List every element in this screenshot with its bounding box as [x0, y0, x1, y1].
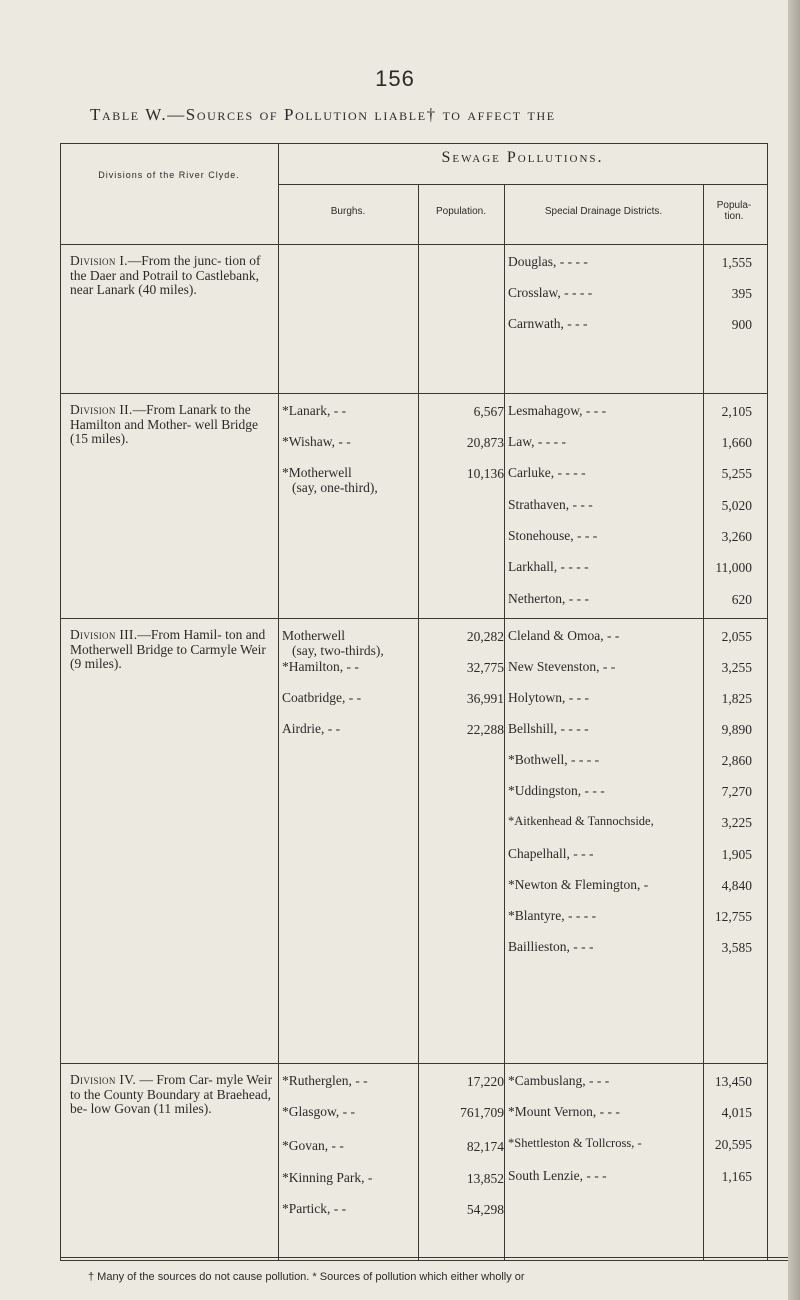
- table-top-rule: [60, 143, 768, 144]
- district-population: 2,105: [721, 404, 752, 419]
- header-special-districts: Special Drainage Districts.: [544, 206, 663, 217]
- burgh-population: 761,709: [460, 1105, 504, 1120]
- burgh-population: 32,775: [466, 660, 504, 675]
- district-name: *Blantyre, - - - -: [508, 908, 597, 923]
- district-name: Stonehouse, - - -: [508, 528, 598, 543]
- burgh-name: *Hamilton, - -: [282, 659, 359, 674]
- burgh-population: 20,282: [466, 629, 504, 644]
- page-edge: [788, 0, 800, 1300]
- district-population: 1,905: [721, 847, 752, 862]
- district-name: Crosslaw, - - - -: [508, 285, 593, 300]
- page-number: 156: [375, 66, 415, 91]
- division-3-description: [70, 628, 275, 672]
- district-name: Bellshill, - - - -: [508, 721, 589, 736]
- division-1-text: —From the junc- tion of the Daer and Potrail to Castlebank, near Lanark (40 miles).: [70, 253, 261, 297]
- district-population: 13,450: [714, 1074, 752, 1089]
- district-name: Netherton, - - -: [508, 591, 589, 606]
- district-population: 1,555: [721, 255, 752, 270]
- district-population: 4,840: [721, 878, 752, 893]
- district-name: *Uddingston, - - -: [508, 783, 605, 798]
- burgh-population: 10,136: [466, 466, 504, 481]
- division-1-rule: [60, 393, 768, 394]
- division-1-description: [70, 254, 275, 298]
- district-population: 1,660: [721, 435, 752, 450]
- header-divisions: Divisions of the River Clyde.: [98, 170, 240, 180]
- burgh-population: 82,174: [466, 1139, 504, 1154]
- district-name: *Mount Vernon, - - -: [508, 1104, 620, 1119]
- burgh-population: 13,852: [466, 1171, 504, 1186]
- burgh-population: 22,288: [466, 722, 504, 737]
- district-population: 12,755: [714, 909, 752, 924]
- header-district-population: Popula- tion.: [716, 200, 752, 222]
- burgh-population: 6,567: [473, 404, 504, 419]
- burgh-population: 36,991: [466, 691, 504, 706]
- burgh-note: (say, two-thirds),: [292, 643, 384, 658]
- district-population: 4,015: [721, 1105, 752, 1120]
- division-3-text: —From Hamil- ton and Motherwell Bridge to Carmyle Weir (9 miles).: [70, 627, 266, 671]
- burgh-name: Coatbridge, - -: [282, 690, 362, 705]
- division-4-label: Division IV.: [70, 1072, 137, 1087]
- district-population: 20,595: [714, 1137, 752, 1152]
- table-caption: Table W.—Sources of Pollution liable† to affect the: [90, 105, 556, 124]
- header-population: Population.: [435, 206, 487, 217]
- district-population: 9,890: [721, 722, 752, 737]
- footnote: † Many of the sources do not cause pollution. * Sources of pollution which either wholly or: [88, 1271, 525, 1283]
- division-2-text: —From Lanark to the Hamilton and Mother- well Bridge (15 miles).: [70, 402, 258, 446]
- burgh-name: *Motherwell: [282, 465, 352, 480]
- district-population: 900: [731, 317, 752, 332]
- district-name: Douglas, - - - -: [508, 254, 588, 269]
- district-name: New Stevenston, - -: [508, 659, 616, 674]
- district-population: 5,255: [721, 466, 752, 481]
- districts-divider: [504, 184, 505, 1260]
- district-name: Carnwath, - - -: [508, 316, 588, 331]
- burgh-name: *Glasgow, - -: [282, 1104, 355, 1119]
- burgh-name: *Lanark, - -: [282, 403, 347, 418]
- burgh-name: *Wishaw, - -: [282, 434, 351, 449]
- district-name: *Cambuslang, - - -: [508, 1073, 610, 1088]
- district-name: Lesmahagow, - - -: [508, 403, 607, 418]
- burgh-name: Motherwell: [282, 628, 345, 643]
- district-name: Baillieston, - - -: [508, 939, 594, 954]
- district-name: Law, - - - -: [508, 434, 566, 449]
- burghs-divider: [278, 143, 279, 1260]
- division-2-label: Division II.: [70, 402, 133, 417]
- district-population: 5,020: [721, 498, 752, 513]
- district-name: Carluke, - - - -: [508, 465, 586, 480]
- district-name: *Newton & Flemington, -: [508, 877, 649, 892]
- district-name: South Lenzie, - - -: [508, 1168, 607, 1183]
- district-name: Holytown, - - -: [508, 690, 589, 705]
- district-name: Strathaven, - - -: [508, 497, 593, 512]
- district-population: 620: [731, 592, 752, 607]
- burgh-population: 54,298: [466, 1202, 504, 1217]
- division-4-text: — From Car- myle Weir to the County Boundary at Braehead, be- low Govan (11 miles).: [70, 1072, 273, 1116]
- district-population: 2,860: [721, 753, 752, 768]
- table-bottom-rule: [60, 1257, 790, 1258]
- division-2-rule: [60, 618, 768, 619]
- burgh-name: *Rutherglen, - -: [282, 1073, 368, 1088]
- burgh-population: 20,873: [466, 435, 504, 450]
- district-population: 2,055: [721, 629, 752, 644]
- division-4-description: [70, 1073, 275, 1117]
- burgh-note: (say, one-third),: [292, 480, 378, 495]
- district-name: Cleland & Omoa, - -: [508, 628, 620, 643]
- right-border: [767, 143, 768, 1260]
- division-3-rule: [60, 1063, 768, 1064]
- header-burghs: Burghs.: [330, 206, 366, 217]
- division-1-label: Division I.: [70, 253, 128, 268]
- district-name: *Bothwell, - - - -: [508, 752, 600, 767]
- subheader-rule: [278, 184, 768, 185]
- header-bottom-rule: [60, 244, 768, 245]
- district-population: 395: [731, 286, 752, 301]
- district-name: Chapelhall, - - -: [508, 846, 594, 861]
- burgh-name: Airdrie, - -: [282, 721, 341, 736]
- division-3-label: Division III.: [70, 627, 138, 642]
- burgh-population: 17,220: [466, 1074, 504, 1089]
- district-population: 1,165: [721, 1169, 752, 1184]
- division-2-description: [70, 403, 275, 447]
- table-bottom-rule-2: [60, 1260, 790, 1261]
- district-name: *Shettleston & Tollcross, -: [508, 1136, 642, 1150]
- burgh-name: *Kinning Park, -: [282, 1170, 373, 1185]
- district-population: 1,825: [721, 691, 752, 706]
- district-population: 3,260: [721, 529, 752, 544]
- left-border: [60, 143, 61, 1260]
- district-population: 3,585: [721, 940, 752, 955]
- district-name: Larkhall, - - - -: [508, 559, 589, 574]
- header-sewage-pollutions: Sewage Pollutions.: [441, 149, 604, 166]
- district-population: 3,225: [721, 815, 752, 830]
- burgh-name: *Govan, - -: [282, 1138, 344, 1153]
- district-population: 7,270: [721, 784, 752, 799]
- district-population: 11,000: [715, 560, 752, 575]
- district-population: 3,255: [721, 660, 752, 675]
- district-name: *Aitkenhead & Tannochside,: [508, 814, 654, 828]
- burgh-name: *Partick, - -: [282, 1201, 347, 1216]
